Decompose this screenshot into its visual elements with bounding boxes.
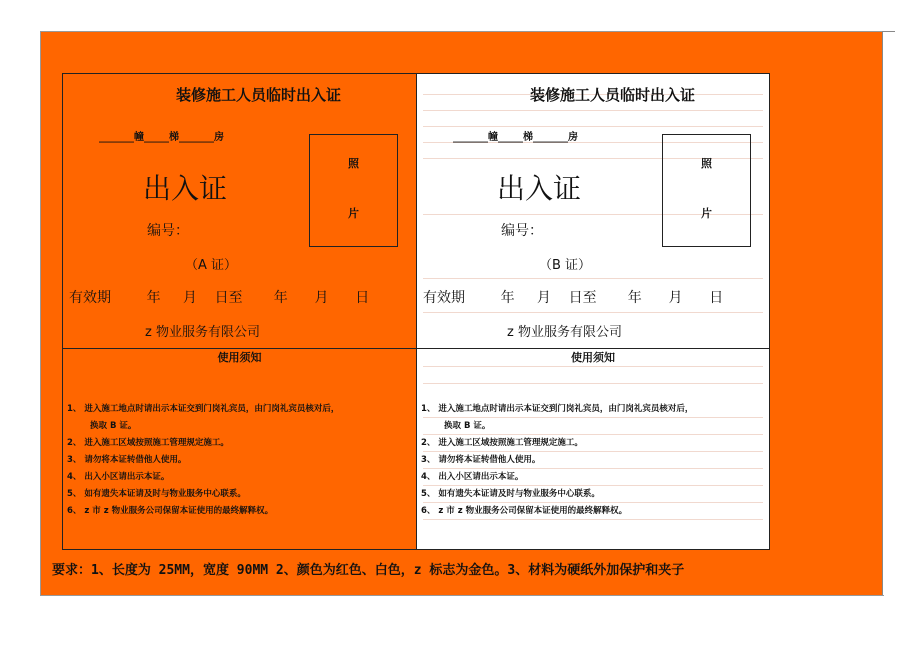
validity-line: 有效期 年 月 日至 年 月 日 [69, 290, 370, 306]
card-title: 装修施工人员临时出入证 [176, 86, 342, 104]
ruling-line [423, 110, 763, 111]
photo-label-top: 照 [701, 157, 712, 170]
photo-label-bottom: 片 [701, 207, 712, 220]
photo-box [309, 134, 398, 247]
rule-item: 3、 请勿将本证转借他人使用。 [67, 455, 187, 465]
rule-item: 4、 出入小区请出示本证。 [67, 472, 170, 482]
page-edge [882, 31, 895, 595]
rule-item: 换取 B 证。 [444, 421, 491, 431]
ruling-line [423, 278, 763, 279]
notice-rules [67, 401, 412, 520]
pass-card-b [416, 73, 770, 349]
rule-item: 5、 如有遗失本证请及时与物业服务中心联系。 [67, 489, 246, 499]
pass-label: 出入证 [497, 172, 582, 205]
rule-item: 换取 B 证。 [90, 421, 137, 431]
ruling-line [423, 366, 763, 367]
number-label: 编号： [147, 223, 189, 239]
number-label: 编号： [501, 223, 543, 239]
rule-item: 1、 进入施工地点时请出示本证交到门岗礼宾员，由门岗礼宾员核对后， [67, 404, 340, 414]
ruling-line [423, 126, 763, 127]
rule-item: 6、 z 市 z 物业服务公司保留本证使用的最终解释权。 [67, 506, 274, 516]
ruling-line [423, 312, 763, 313]
address-line: _______幢_____梯_______房 [453, 132, 578, 143]
notice-panel-a [62, 348, 417, 550]
rule-item: 5、 如有遗失本证请及时与物业服务中心联系。 [421, 489, 600, 499]
rule-item: 2、 进入施工区域按照施工管理规定施工。 [421, 438, 583, 448]
photo-label-top: 照 [348, 157, 359, 170]
notice-heading: 使用须知 [571, 351, 615, 364]
rule-item: 6、 z 市 z 物业服务公司保留本证使用的最终解释权。 [421, 506, 628, 516]
notice-panel-b [416, 348, 770, 550]
rule-item: 4、 出入小区请出示本证。 [421, 472, 524, 482]
requirements-note: 要求：1、长度为 25MM，宽度 90MM 2、颜色为红色、白色，z 标志为金色。3、材料为硬纸外加保护和夹子 [52, 563, 685, 578]
ruling-line [423, 383, 763, 384]
pass-label: 出入证 [143, 172, 228, 205]
validity-line: 有效期 年 月 日至 年 月 日 [423, 290, 724, 306]
rule-item: 3、 请勿将本证转借他人使用。 [421, 455, 541, 465]
notice-rules [421, 401, 765, 520]
card-tag: （B 证） [539, 258, 592, 273]
card-title: 装修施工人员临时出入证 [530, 86, 696, 104]
photo-box [662, 134, 751, 247]
rule-item: 1、 进入施工地点时请出示本证交到门岗礼宾员，由门岗礼宾员核对后， [421, 404, 694, 414]
pass-card-a [62, 73, 417, 349]
card-tag: （A 证） [185, 258, 238, 273]
photo-label-bottom: 片 [348, 207, 359, 220]
rule-item: 2、 进入施工区域按照施工管理规定施工。 [67, 438, 229, 448]
company-name: z 物业服务有限公司 [145, 325, 260, 340]
address-line: _______幢_____梯_______房 [99, 132, 224, 143]
company-name: z 物业服务有限公司 [507, 325, 622, 340]
notice-heading: 使用须知 [217, 351, 262, 364]
